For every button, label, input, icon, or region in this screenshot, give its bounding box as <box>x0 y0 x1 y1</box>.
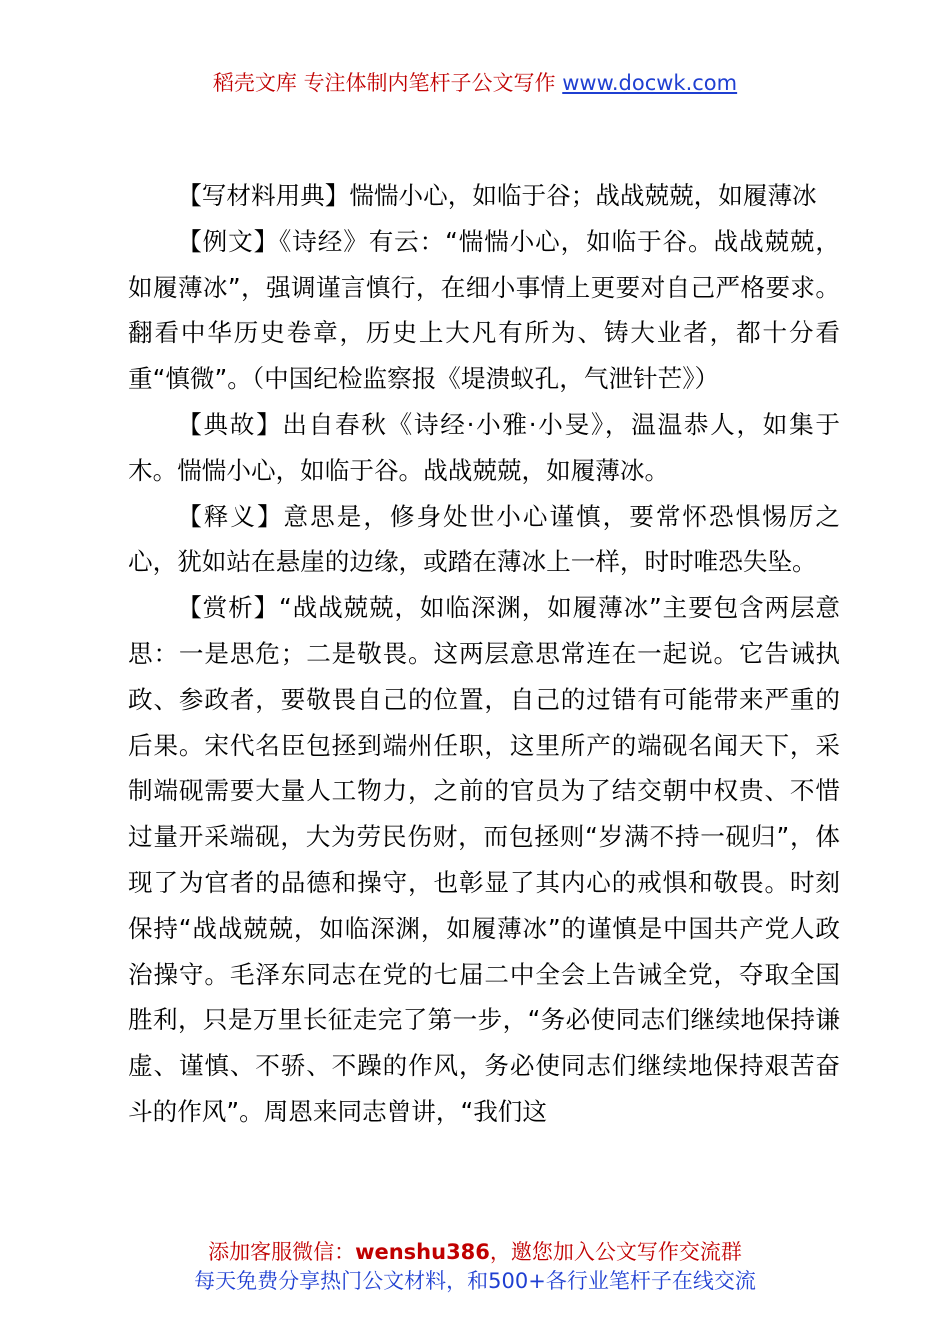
wechat-id: wenshu386 <box>355 1240 490 1264</box>
footer-contact-line <box>0 1238 950 1267</box>
footer-suffix: ，邀您加入公文写作交流群 <box>489 1240 742 1264</box>
document-body <box>128 173 840 1135</box>
page-footer <box>0 1238 950 1296</box>
paragraph-allusion: 【典故】出自春秋《诗经·小雅·小旻》，温温恭人，如集于木。惴惴小心，如临于谷。战战兢兢，如履薄冰。 <box>128 409 840 485</box>
footer-prefix: 添加客服微信： <box>208 1240 356 1264</box>
header-slogan: 专注体制内笔杆子公文写作 <box>303 71 556 95</box>
brand-name: 稻壳文库 <box>212 71 297 95</box>
page-header <box>0 68 950 98</box>
footer-promo-line: 每天免费分享热门公文材料，和500+各行业笔杆子在线交流 <box>194 1269 756 1293</box>
paragraph-appreciation: 【赏析】“战战兢兢，如临深渊，如履薄冰”主要包含两层意思：一是思危；二是敬畏。这两层意思常连在一起说。它告诫执政、参政者，要敬畏自己的位置，自己的过错有可能带来严重的后果。宋代名臣包拯到端州任职，这里所产的端砚名闻天下，采制端砚需要大量人工物力，之前的官员为了结交朝中权贵、不惜过量开采端砚，大为劳民伤财，而包拯则“岁满不持一砚归”，体现了为官者的品德和操守，也彰显了其内心的戒惧和敬畏。时刻保持“战战兢兢，如临深渊，如履薄冰”的谨慎是中国共产党人政治操守。毛泽东同志在党的七届二中全会上告诫全党，夺取全国胜利，只是万里长征走完了第一步，“务必使同志们继续地保持谦虚、谨慎、不骄、不躁的作风，务必使同志们继续地保持艰苦奋斗的作风”。周恩来同志曾讲，“我们这 <box>128 593 840 1126</box>
paragraph-title: 【写材料用典】惴惴小心，如临于谷；战战兢兢，如履薄冰 <box>177 181 817 210</box>
paragraph-example: 【例文】《诗经》有云：“惴惴小心，如临于谷。战战兢兢，如履薄冰”，强调谨言慎行，在细小事情上更要对自己严格要求。翻看中华历史卷章，历史上大凡有所为、铸大业者，都十分看重“慎微”。（中国纪检监察报《堤溃蚁孔，气泄针芒》） <box>128 226 840 394</box>
site-link[interactable]: www.docwk.com <box>562 71 738 95</box>
paragraph-meaning: 【释义】意思是，修身处世小心谨慎，要常怀恐惧惕厉之心，犹如站在悬崖的边缘，或踏在薄冰上一样，时时唯恐失坠。 <box>128 501 840 577</box>
